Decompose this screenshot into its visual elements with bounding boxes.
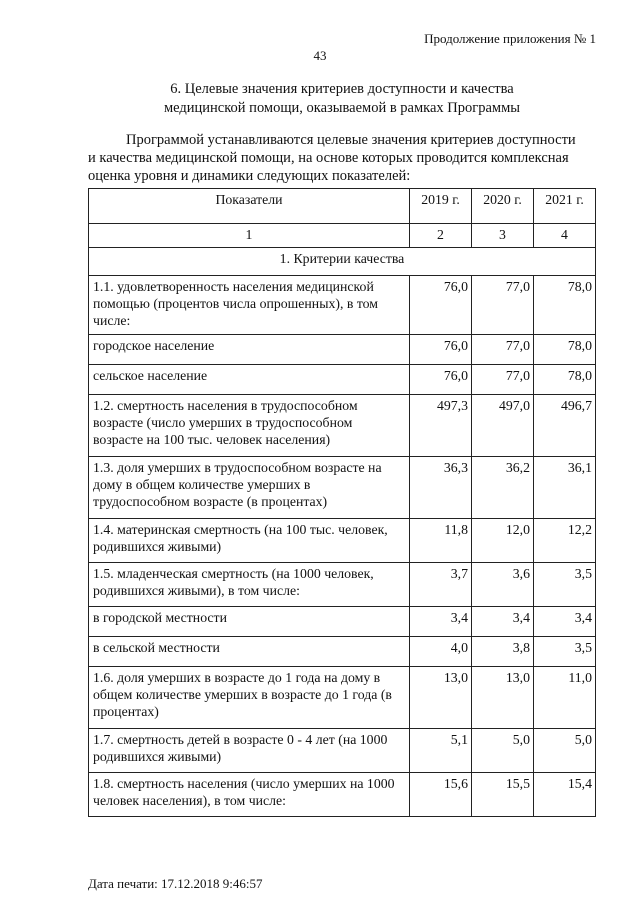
table-row (89, 395, 596, 457)
intro-line: и качества медицинской помощи, на основе которых проводится комплексная (88, 150, 569, 166)
indicator-label: 1.6. доля умерших в возрасте до 1 года на дому в общем количестве умерших в возрасте до 1 года (в процентах) (89, 667, 410, 729)
intro-paragraph (88, 131, 598, 185)
value-2019: 76,0 (410, 276, 472, 335)
value-2021: 3,5 (534, 563, 596, 607)
column-number: 3 (472, 224, 534, 248)
value-2020: 5,0 (472, 729, 534, 773)
value-2021: 15,4 (534, 773, 596, 817)
table-row (89, 667, 596, 729)
table-header-row (89, 189, 596, 224)
table-row (89, 276, 596, 335)
value-2019: 4,0 (410, 637, 472, 667)
table-row (89, 457, 596, 519)
table-row (89, 607, 596, 637)
value-2021: 36,1 (534, 457, 596, 519)
indicator-label: 1.2. смертность населения в трудоспособном возрасте (число умерших в трудоспособном возрасте на 100 тыс. человек населения) (89, 395, 410, 457)
value-2021: 78,0 (534, 335, 596, 365)
value-2020: 3,4 (472, 607, 534, 637)
section-title-line: медицинской помощи, оказываемой в рамках Программы (163, 100, 521, 116)
indicator-label: 1.1. удовлетворенность населения медицинской помощью (процентов числа опрошенных), в том числе: (89, 276, 410, 335)
value-2020: 3,6 (472, 563, 534, 607)
value-2019: 497,3 (410, 395, 472, 457)
table-row (89, 519, 596, 563)
value-2020: 3,8 (472, 637, 534, 667)
column-header-indicators: Показатели (89, 189, 410, 224)
section-title (88, 80, 596, 118)
value-2019: 15,6 (410, 773, 472, 817)
value-2020: 13,0 (472, 667, 534, 729)
value-2019: 3,7 (410, 563, 472, 607)
value-2019: 11,8 (410, 519, 472, 563)
indicator-label: в сельской местности (89, 637, 410, 667)
column-number: 2 (410, 224, 472, 248)
column-number: 4 (534, 224, 596, 248)
value-2020: 497,0 (472, 395, 534, 457)
column-number-row (89, 224, 596, 248)
value-2021: 11,0 (534, 667, 596, 729)
section-title-line: 6. Целевые значения критериев доступности и качества (170, 81, 514, 97)
indicator-label: в городской местности (89, 607, 410, 637)
value-2019: 76,0 (410, 365, 472, 395)
value-2020: 77,0 (472, 276, 534, 335)
value-2019: 36,3 (410, 457, 472, 519)
indicator-label: 1.5. младенческая смертность (на 1000 человек, родившихся живыми), в том числе: (89, 563, 410, 607)
value-2019: 3,4 (410, 607, 472, 637)
value-2020: 15,5 (472, 773, 534, 817)
indicator-label: 1.3. доля умерших в трудоспособном возрасте на дому в общем количестве умерших в трудоспособном возрасте (в процентах) (89, 457, 410, 519)
column-header-2020: 2020 г. (472, 189, 534, 224)
value-2021: 3,4 (534, 607, 596, 637)
value-2020: 36,2 (472, 457, 534, 519)
value-2020: 77,0 (472, 365, 534, 395)
value-2019: 76,0 (410, 335, 472, 365)
table-row (89, 335, 596, 365)
intro-line: оценка уровня и динамики следующих показателей: (88, 168, 411, 184)
table-row (89, 773, 596, 817)
page-number: 43 (313, 48, 327, 63)
table-row (89, 729, 596, 773)
intro-line: Программой устанавливаются целевые значения критериев доступности (126, 132, 576, 148)
table-row (89, 365, 596, 395)
section-label: 1. Критерии качества (89, 248, 596, 276)
value-2021: 78,0 (534, 365, 596, 395)
value-2020: 12,0 (472, 519, 534, 563)
print-date: Дата печати: 17.12.2018 9:46:57 (88, 876, 263, 891)
value-2020: 77,0 (472, 335, 534, 365)
value-2021: 78,0 (534, 276, 596, 335)
table-row (89, 563, 596, 607)
column-header-2019: 2019 г. (410, 189, 472, 224)
criteria-table (88, 188, 596, 817)
table-section-row (89, 248, 596, 276)
value-2019: 13,0 (410, 667, 472, 729)
value-2021: 496,7 (534, 395, 596, 457)
appendix-continuation-note: Продолжение приложения № 1 (424, 31, 596, 46)
table-row (89, 637, 596, 667)
indicator-label: 1.7. смертность детей в возрасте 0 - 4 лет (на 1000 родившихся живыми) (89, 729, 410, 773)
indicator-label: городское население (89, 335, 410, 365)
indicator-label: 1.8. смертность населения (число умерших на 1000 человек населения), в том числе: (89, 773, 410, 817)
indicator-label: сельское население (89, 365, 410, 395)
column-number: 1 (89, 224, 410, 248)
indicator-label: 1.4. материнская смертность (на 100 тыс. человек, родившихся живыми) (89, 519, 410, 563)
value-2021: 5,0 (534, 729, 596, 773)
value-2019: 5,1 (410, 729, 472, 773)
column-header-2021: 2021 г. (534, 189, 596, 224)
value-2021: 12,2 (534, 519, 596, 563)
value-2021: 3,5 (534, 637, 596, 667)
